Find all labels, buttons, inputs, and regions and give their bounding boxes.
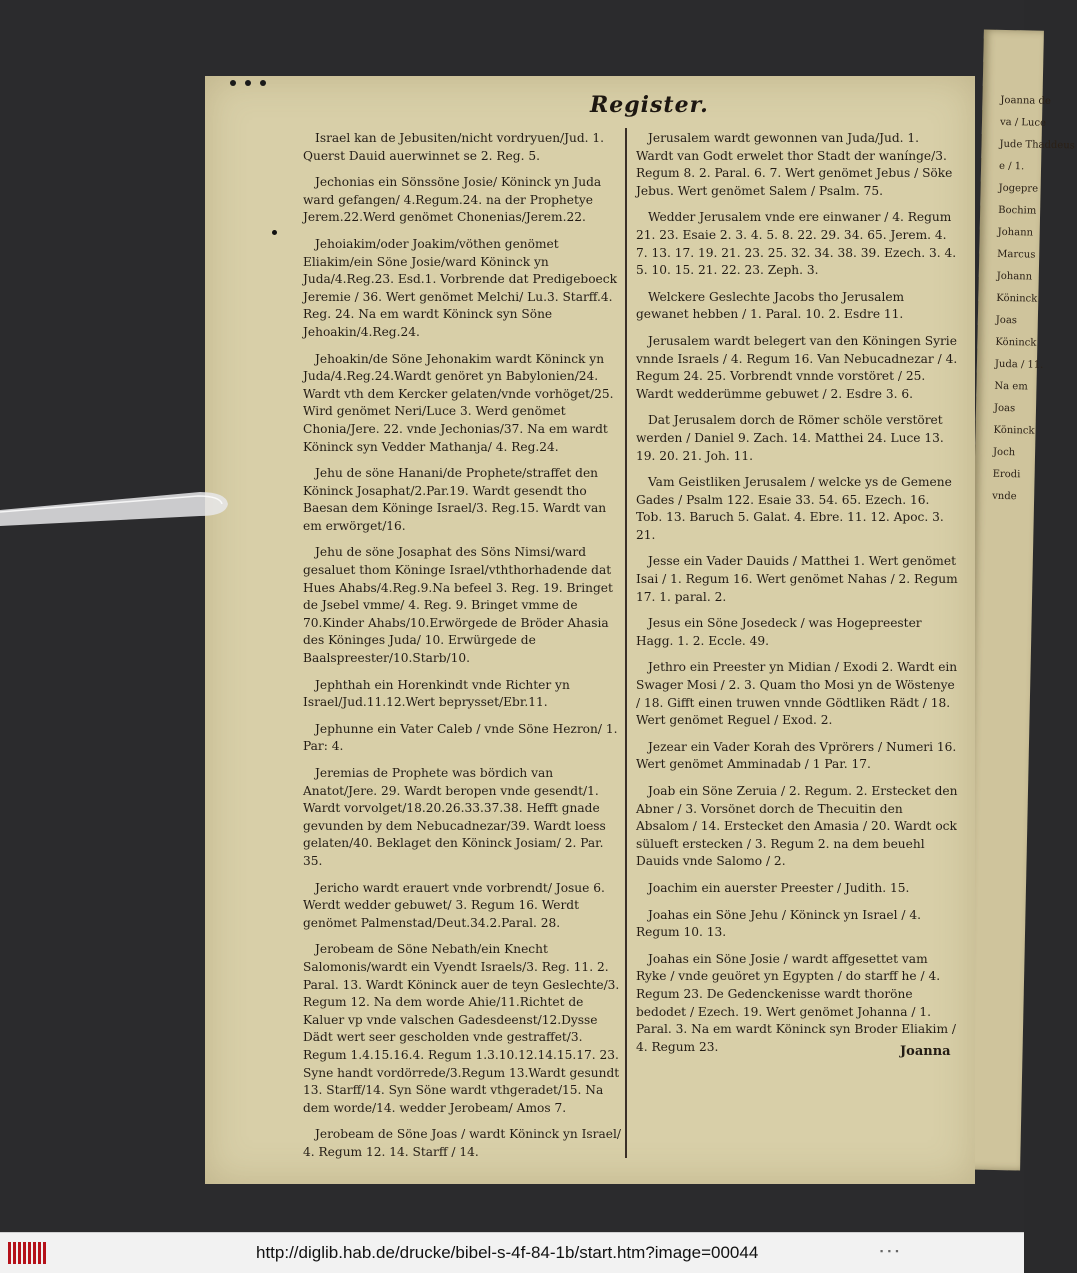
register-entry: Jerusalem wardt gewonnen van Juda/Jud. 1. Wardt van Godt erwelet thor Stadt der wanínge/3. Regum 8. 2. Paral. 6. 7. Wert genömet Jebus / Söke Jebus. Wert genömet Salem / Psalm. 75. [636,131,953,198]
register-entry: Jesse ein Vader Dauids / Matthei 1. Wert genömet Isai / 1. Regum 16. Wert genömet Nahas / 2. Regum 17. 1. paral. 2. [636,554,958,604]
adjacent-line: vnde [992,490,1017,503]
register-entry: Jezear ein Vader Korah des Vprörers / Numeri 16. Wert genömet Amminadab / 1 Par. 17. [636,739,957,772]
adjacent-page-text [992,90,1075,509]
register-entry: Jerusalem wardt belegert van den Köningen Syrie vnnde Israels / 4. Regum 16. Van Nebucadnezar / 4. Regum 24. 25. Vorbrendt vnnde vorstöret / 25. Wardt wedderümme gebuwet / 2. Esdre 3. 6. [636,333,958,401]
register-entry: Jesus ein Söne Josedeck / was Hogepreester Hagg. 1. 2. Eccle. 49. [636,616,922,648]
register-entry: Jechonias ein Sönssöne Josie/ Köninck yn Juda ward gefangen/ 4.Regum.24. na der Prophetye Jerem.22.Werd genömet Chonenias/Jerem.22. [303,175,602,225]
register-entry: Jerobeam de Söne Joas / wardt Köninck yn Israel/ 4. Regum 12. 14. Starff / 14. [303,1127,621,1159]
register-entry: Jehoiakim/oder Joakim/vöthen genömet Eliakim/ein Söne Josie/ward Köninck yn Juda/4.Reg.23. Esd.1. Vorbrende dat Predigeboeck Jeremie / 36. Wert genömet Melchi/ Lu.3. Starff.4. Reg. 24. Na em wardt Köninck syn Söne Jehoakin/4.Reg.24. [303,236,617,339]
register-entry: Jehu de söne Hanani/de Prophete/straffet den Köninck Josaphat/2.Par.19. Wardt gesendt tho Baesan dem Köninge Israel/3. Reg.15. Wardt van em erwörget/16. [303,466,607,533]
adjacent-line: Köninck [993,424,1035,437]
catchword: Joanna [900,1044,951,1059]
register-entry: Joahas ein Söne Josie / wardt affgesettet vam Ryke / vnde geuöret yn Egypten / do starff he / 4. Regum 23. De Gedenckenisse wardt thoröne bedodet / Ezech. 19. Wert genömet Johanna / 1. Paral. 3. Na em wardt Köninck syn Broder Eliakim / 4. Regum 23. [636,951,956,1054]
adjacent-line: Bochim [998,204,1037,217]
register-entry: Jephunne ein Vater Caleb / vnde Söne Hezron/ 1. Par: 4. [303,721,618,754]
adjacent-line: Köninck [996,292,1038,305]
page-url[interactable]: http://diglib.hab.de/drucke/bibel-s-4f-84-1b/start.htm?image=00044 [256,1243,759,1262]
register-entry: Joahas ein Söne Jehu / Köninck yn Israel / 4. Regum 10. 13. [636,907,921,940]
register-entry: Jerobeam de Söne Nebath/ein Knecht Salomonis/wardt ein Vyendt Israels/3. Reg. 11. 2. Paral. 13. Wardt Köninck auer de teyn Geslechte/3. Regum 12. Na dem worde Ahie/11.Richtet de Kaluer vp vnde valschen Gadesdeenst/12.Dysse Dädt wert seer gescholden vnde gestraffet/3. Regum 1.4.15.16.4. Regum 1.3.10.12.14.15.17. 23. Syne handt vordörrede/3.Regum 13.Wardt gesundt 13. Starff/14. Syn Söne wardt vthgeradet/15. Na dem worde/14. wedder Jerobeam/ Amos 7. [303,942,620,1115]
adjacent-line: Joanna de [1000,94,1051,107]
register-entry: Joab ein Söne Zeruia / 2. Regum. 2. Erstecket den Abner / 3. Vorsönet dorch de Thecuitin den Absalom / 14. Erstecket den Amasia / 20. Wardt ock sülueft erstecken / 3. Regum 2. na dem beuehl Dauids vnde Salomo / 2. [636,784,958,869]
bullet-mark [230,80,236,86]
adjacent-line: Köninck [995,336,1037,349]
register-entry: Jehoakin/de Söne Jehonakim wardt Köninck yn Juda/4.Reg.24.Wardt genöret yn Babylonien/24. Wardt vth dem Kercker gelaten/vnde vorhöget/25. Wird genömet Neri/Luce 3. Werd genömet Chonia/Jere. 22. vnde Jechonias/37. Na em wardt Köninck syn Vedder Mathanja/ 4. Reg.24. [303,351,614,454]
register-entry: Jephthah ein Horenkindt vnde Richter yn Israel/Jud.11.12.Wert beprysset/Ebr.11. [303,677,570,710]
adjacent-line: Joas [993,402,1016,415]
register-entry: Vam Geistliken Jerusalem / welcke ys de Gemene Gades / Psalm 122. Esaie 33. 54. 65. Ezech. 16. Tob. 13. Baruch 5. Galat. 4. Ebre. 11. 12. Apoc. 3. 21. [636,475,952,542]
adjacent-line: Jude Thaddeus [999,138,1075,152]
adjacent-line: Joch [992,446,1016,459]
register-entry: Jericho wardt erauert vnde vorbrendt/ Josue 6. Werdt wedder gebuwet/ 3. Regum 16. Werdt genömet Palmenstad/Deut.34.2.Paral. 28. [303,880,605,930]
column-rule [625,128,627,1158]
adjacent-line: Jogepre [998,182,1039,195]
register-entry: Israel kan de Jebusiten/nicht vordryuen/Jud. 1. Querst Dauid auerwinnet se 2. Reg. 5. [303,131,605,163]
register-entry: Jeremias de Prophete was bördich van Anatot/Jere. 29. Wardt beropen vnde gesendt/1. Wardt vorvolget/18.20.26.33.37.38. Hefft gnade gevunden by dem Nebucadnezar/39. Wardt loess gelaten/40. Beklaget den Köninck Josiam/ 2. Par. 35. [303,766,606,868]
register-entry: Dat Jerusalem dorch de Römer schöle verstöret werden / Daniel 9. Zach. 14. Matthei 24. Luce 13. 19. 20. 21. Joh. 11. [636,413,944,463]
viewer-footer [0,1232,1024,1273]
adjacent-line: Johann [997,226,1034,239]
register-entry: Joachim ein auerster Preester / Judith. 15. [648,880,910,895]
register-entry: Welckere Geslechte Jacobs tho Jerusalem gewanet hebben / 1. Paral. 10. 2. Esdre 11. [636,289,905,322]
adjacent-line: va / Luce [999,116,1047,129]
bullet-mark [260,80,266,86]
bullet-mark [272,230,277,235]
adjacent-line: Juda / 11. [994,358,1044,371]
adjacent-line: Na em [994,380,1028,393]
page-navigation[interactable]: ▪ ▪ ▪ [880,1246,900,1256]
register-entry: Jehu de söne Josaphat des Söns Nimsi/ward gesaluet thom Köninge Israel/vththorhadende dat Hues Ahabs/4.Reg.9.Na befeel 3. Reg. 19. Bringet de Jsebel vmme/ 4. Reg. 9. Bringet vmme de 70.Kinder Ahabs/10.Erwörgede de Bröder Ahasia des Köninges Juda/ 10. Erwürgede de Baalspreester/10.Starb/10. [303,545,613,666]
adjacent-line: Erodi [992,468,1021,481]
adjacent-line: Joas [995,314,1018,327]
right-column [636,130,958,1065]
left-column [303,130,625,1170]
page-heading: Register. [590,92,709,118]
page-clip [0,470,230,540]
adjacent-line: e / 1. [998,160,1025,173]
adjacent-line: Johann [996,270,1033,283]
library-logo[interactable] [8,1242,46,1264]
adjacent-line: Marcus [997,248,1036,261]
register-entry: Jethro ein Preester yn Midian / Exodi 2. Wardt ein Swager Mosi / 2. 3. Quam tho Mosi yn de Wöstenye / 18. Gifft einen truwen vnnde Gödtliken Rädt / 18. Wert genömet Reguel / Exod. 2. [636,660,958,728]
register-entry: Wedder Jerusalem vnde ere einwaner / 4. Regum 21. 23. Esaie 2. 3. 4. 5. 8. 22. 29. 34. 65. Jerem. 4. 7. 13. 17. 19. 21. 23. 25. 32. 34. 38. 39. Ezech. 3. 4. 5. 10. 15. 21. 22. 23. Zeph. 3. [636,210,957,278]
bullet-mark [245,80,251,86]
